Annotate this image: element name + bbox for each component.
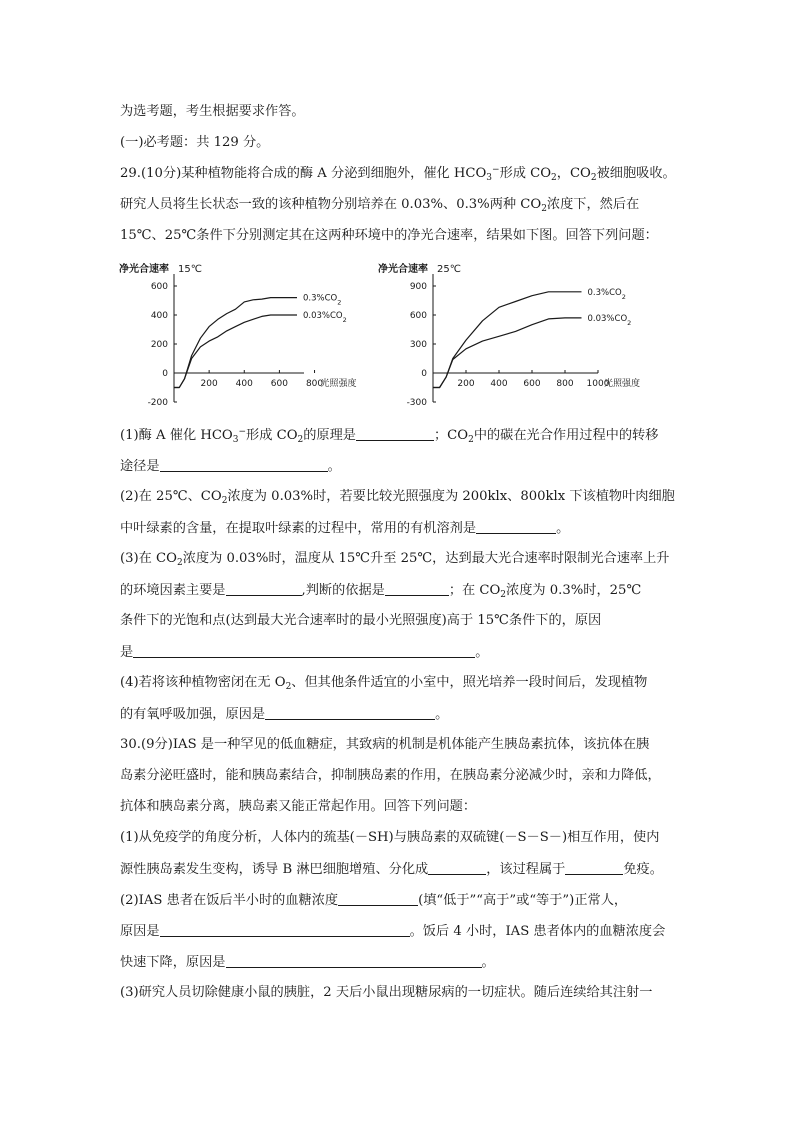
legend-label: $0.03\%CO_2$: [587, 313, 632, 327]
q29-stem-line-1: 29.(10分)某种植物能将合成的酶 A 分泌到细胞外，催化 $HCO_3^-$形成 $CO_2$，$CO_2$被细胞吸收。: [120, 165, 676, 183]
q30-part2-line-1: (2)IAS 患者在饭后半小时的血糖浓度 (填“低于”“高于”或“等于”)正常人，: [120, 893, 628, 908]
q29-part4-line-2: 的有氧呼吸加强，原因是 。: [120, 707, 449, 722]
x-tick-label: 200: [457, 379, 475, 389]
q30-stem-line-1: 30.(9分)IAS 是一种罕见的低血糖症，其致病的机制是机体能产生胰岛素抗体，该抗体在胰: [120, 737, 650, 752]
legend-label: $0.3\%CO_2$: [302, 293, 342, 307]
answer-blank[interactable]: [133, 643, 475, 658]
chart-title: 25℃: [437, 264, 461, 275]
y-tick-label: 600: [409, 311, 427, 321]
x-tick-label: 600: [523, 379, 541, 389]
x-tick-label: 200: [200, 379, 218, 389]
q29-part3-line-1: (3)在 $CO_2$浓度为 0.03%时，温度从 15℃升至 25℃，达到最大光合速率时限制光合速率上升: [120, 551, 670, 568]
x-tick-label: 800: [556, 379, 574, 389]
chart-15c-svg: [118, 256, 358, 416]
q29-part2-line-2: 中叶绿素的含量，在提取叶绿素的过程中，常用的有机溶剂是 。: [120, 521, 570, 536]
answer-blank[interactable]: [226, 581, 302, 596]
series-line: [174, 315, 297, 388]
x-axis-label: 光照强度: [320, 379, 357, 389]
q29-part4-line-1: (4)若将该种植物密闭在无 $O_2$、但其他条件适宜的小室中，照光培养一段时间后，发现植物: [120, 675, 648, 692]
x-axis-label: 光照强度: [604, 379, 641, 389]
chart-25c: [378, 256, 668, 416]
y-tick-label: 0: [421, 369, 427, 379]
q30-part2-line-3: 快速下降，原因是 。: [120, 955, 495, 970]
q29-part3-line-3: 条件下的光饱和点(达到最大光合速率时的最小光照强度)高于 15℃条件下的，原因: [120, 613, 602, 628]
q29-part3-line-2: 的环境因素主要是 ,判断的依据是 ；在 $CO_2$浓度为 0.3%时，25℃: [120, 583, 642, 600]
q29-part2-line-1: (2)在 25℃、$CO_2$浓度为 0.03%时，若要比较光照强度为 200klx、800klx 下该植物叶肉细胞: [120, 489, 675, 506]
answer-blank[interactable]: [160, 457, 328, 472]
chart-15c: [118, 256, 358, 416]
q30-part1-line-2: 源性胰岛素发生变构，诱导 B 淋巴细胞增殖、分化成 ，该过程属于 免疫。: [120, 862, 663, 877]
q30-stem-line-3: 抗体和胰岛素分离，胰岛素又能正常起作用。回答下列问题：: [120, 799, 477, 814]
section-title: (一)必考题：共 129 分。: [120, 135, 270, 150]
q29-stem-line-3: 15℃、25℃条件下分别测定其在这两种环境中的净光合速率，结果如下图。回答下列问题：: [120, 228, 658, 243]
answer-blank[interactable]: [226, 953, 482, 968]
y-axis-label: 净光合速率: [119, 264, 169, 275]
legend-label: $0.3\%CO_2$: [587, 287, 626, 301]
answer-blank[interactable]: [338, 891, 418, 906]
y-axis-label: 净光合速率: [378, 264, 428, 275]
x-tick-label: 600: [270, 379, 288, 389]
q29-part1-line-2: 途径是 。: [120, 459, 341, 474]
x-tick-label: 1000: [586, 379, 610, 389]
y-tick-label: 900: [409, 282, 427, 292]
q29-part3-line-4: 是 。: [120, 645, 489, 660]
q30-part1-line-1: (1)从免疫学的角度分析，人体内的巯基(－SH)与胰岛素的双硫键(－S－S－)相互作用，使内: [120, 830, 660, 845]
y-tick-label: 0: [162, 369, 168, 379]
q30-part2-line-2: 原因是 。饭后 4 小时，IAS 患者体内的血糖浓度会: [120, 924, 666, 939]
q29-stem-line-2: 研究人员将生长状态一致的该种植物分别培养在 0.03%、0.3%两种 $CO_2$浓度下，然后在: [120, 197, 640, 214]
x-tick-label: 400: [235, 379, 253, 389]
q30-part3-line-1: (3)研究人员切除健康小鼠的胰脏，2 天后小鼠出现糖尿病的一切症状。随后连续给其注射一: [120, 985, 653, 1000]
q29-part1-line-1: (1)酶 A 催化 $HCO_3^-$形成 $CO_2$的原理是 ；$CO_2$中的碳在光合作用过程中的转移: [120, 427, 659, 445]
answer-blank[interactable]: [565, 860, 623, 875]
x-tick-label: 400: [490, 379, 508, 389]
y-tick-label: -300: [406, 398, 427, 408]
y-tick-label: -200: [147, 398, 168, 408]
series-line: [174, 298, 297, 388]
answer-blank[interactable]: [476, 519, 556, 534]
chart-25c-svg: [378, 256, 668, 416]
intro-line: 为选考题，考生根据要求作答。: [120, 104, 305, 119]
answer-blank[interactable]: [265, 705, 435, 720]
y-tick-label: 200: [150, 340, 168, 350]
q30-stem-line-2: 岛素分泌旺盛时，能和胰岛素结合，抑制胰岛素的作用，在胰岛素分泌减少时，亲和力降低，: [120, 768, 661, 783]
answer-blank[interactable]: [385, 581, 449, 596]
legend-label: $0.03\%CO_2$: [302, 311, 347, 324]
answer-blank[interactable]: [160, 922, 410, 937]
answer-blank[interactable]: [428, 860, 486, 875]
chart-title: 15℃: [178, 264, 202, 275]
y-tick-label: 600: [150, 282, 168, 292]
series-line: [433, 318, 582, 388]
answer-blank[interactable]: [356, 426, 434, 441]
y-tick-label: 300: [409, 340, 427, 350]
y-tick-label: 400: [150, 311, 168, 321]
x-tick-label: 800: [305, 379, 324, 389]
